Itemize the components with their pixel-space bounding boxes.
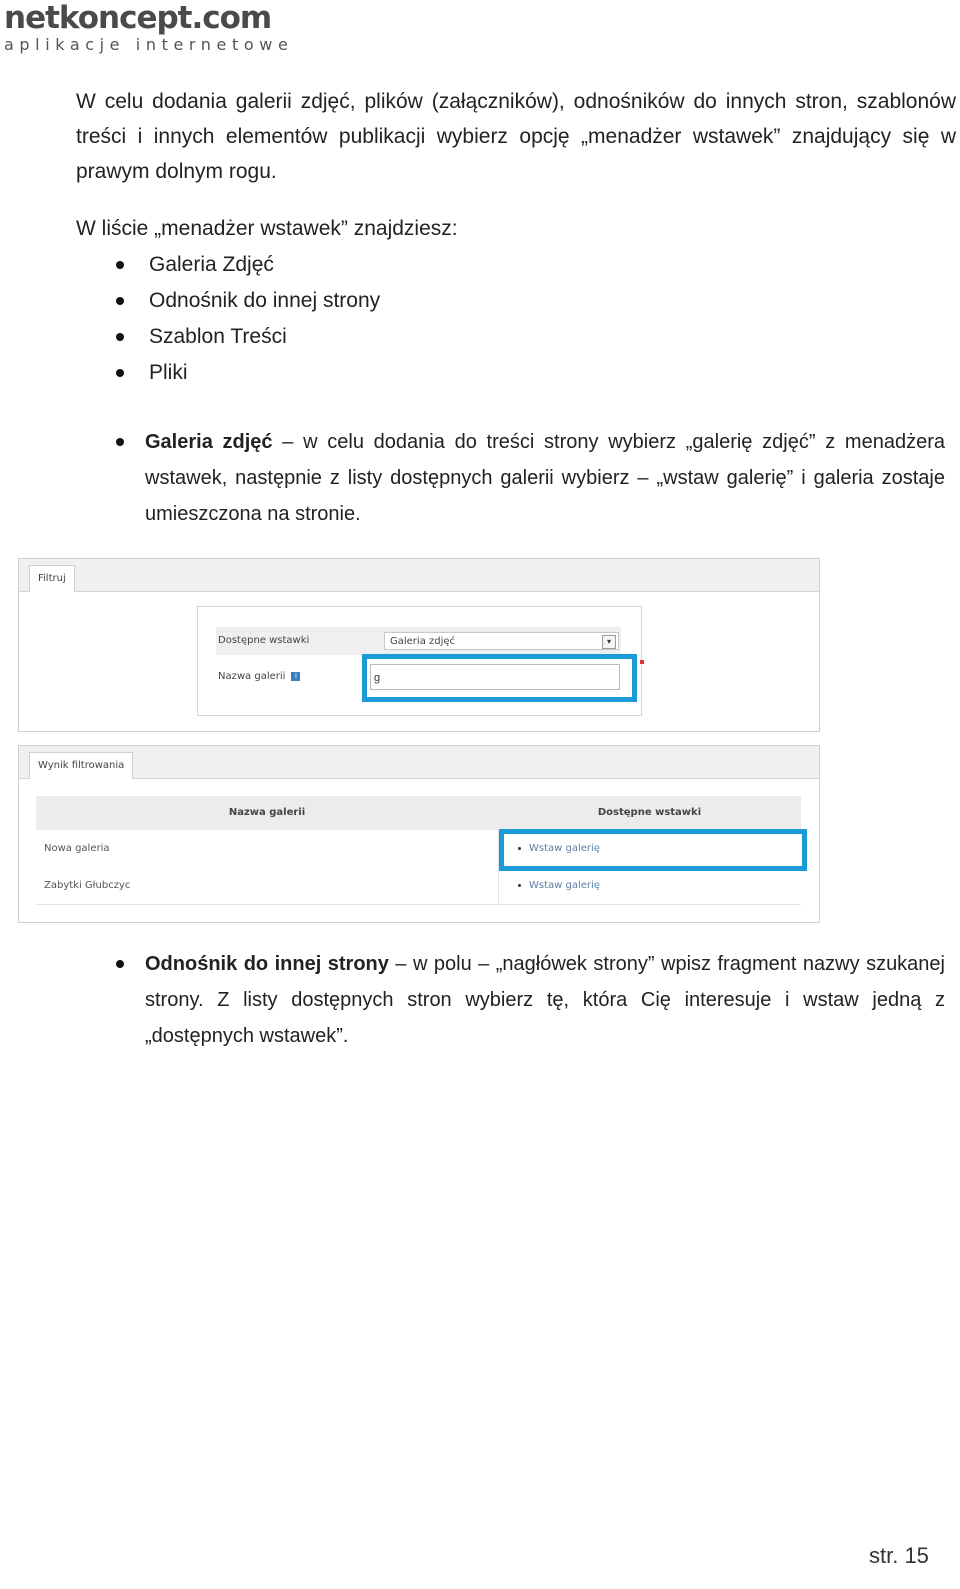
inserts-select[interactable]: [384, 632, 619, 650]
table-row: [36, 867, 801, 905]
results-tabbar: [19, 746, 819, 779]
tab-filter[interactable]: Filtruj: [29, 565, 75, 592]
bullet-icon: [116, 960, 124, 968]
gallery-name-cell: Nowa galeria: [44, 843, 110, 854]
highlight-box-input: [362, 654, 637, 702]
list-item: [76, 247, 380, 283]
company-logo: [4, 0, 293, 54]
gallery-instruction-title: Galeria zdjęć: [145, 431, 273, 453]
logo-title: netkoncept.com: [4, 0, 272, 36]
inserts-label: Dostępne wstawki: [218, 635, 310, 646]
gallery-name-label-text: Nazwa galerii: [218, 671, 286, 682]
insert-gallery-link-label[interactable]: Wstaw galerię: [529, 843, 600, 854]
bullet-icon: [518, 884, 521, 887]
tab-results[interactable]: Wynik filtrowania: [29, 752, 133, 779]
bullet-icon: [116, 369, 124, 377]
filter-row-inserts: [216, 627, 621, 655]
highlight-box-insert: [499, 829, 807, 871]
required-marker: [640, 660, 644, 664]
column-divider: [498, 867, 499, 904]
logo-subtitle: aplikacje internetowe: [4, 35, 294, 54]
table-header: [36, 796, 801, 831]
gallery-name-cell: Zabytki Głubczyc: [44, 880, 131, 891]
list-item-label: Pliki: [149, 361, 188, 384]
bullet-icon: [116, 261, 124, 269]
link-instruction: [145, 946, 945, 1054]
bullet-icon: [116, 438, 124, 446]
insert-gallery-link-label[interactable]: Wstaw galerię: [529, 880, 600, 891]
link-instruction-text: – w polu – „nagłówek strony” wpisz fragment nazwy szukanej strony. Z listy dostępnych stron wybierz tę, która Cię interesuje i wstaw jedną z „dostępnych wstawek”.: [145, 953, 945, 1047]
bullet-icon: [116, 297, 124, 305]
gallery-name-input[interactable]: g: [370, 664, 620, 690]
chevron-down-icon[interactable]: ▾: [602, 635, 616, 649]
list-item-label: Szablon Treści: [149, 325, 287, 348]
list-item-label: Galeria Zdjęć: [149, 253, 274, 276]
intro-paragraph: W celu dodania galerii zdjęć, plików (załączników), odnośników do innych stron, szablonów treści i innych elementów publikacji wybierz opcję „menadżer wstawek” znajdujący się w prawym dolnym rogu.: [76, 90, 956, 183]
list-item-label: Odnośnik do innej strony: [149, 289, 381, 312]
filter-screenshot: [18, 558, 820, 732]
insert-gallery-link[interactable]: [518, 867, 600, 904]
list-item: [76, 283, 380, 319]
list-item: [76, 355, 380, 391]
inserts-list: [76, 247, 380, 391]
link-instruction-title: Odnośnik do innej strony: [145, 953, 389, 975]
list-item: [76, 319, 380, 355]
filter-tabbar: [19, 559, 819, 592]
gallery-name-label: [218, 671, 300, 682]
list-heading: W liście „menadżer wstawek” znajdziesz:: [76, 217, 458, 240]
gallery-instruction-text: – w celu dodania do treści strony wybierz „galerię zdjęć” z menadżera wstawek, następnie z listy dostępnych galerii wybierz – „wstaw galerię” i galeria zostaje umieszczona na stronie.: [145, 431, 945, 525]
info-icon[interactable]: i: [291, 672, 300, 681]
inserts-select-value: Galeria zdjęć: [390, 636, 456, 647]
column-header-name[interactable]: Nazwa galerii: [228, 807, 306, 818]
gallery-instruction: [145, 424, 945, 532]
bullet-icon: [116, 333, 124, 341]
column-header-inserts[interactable]: Dostępne wstawki: [597, 807, 702, 818]
page-number: str. 15: [869, 1543, 929, 1568]
